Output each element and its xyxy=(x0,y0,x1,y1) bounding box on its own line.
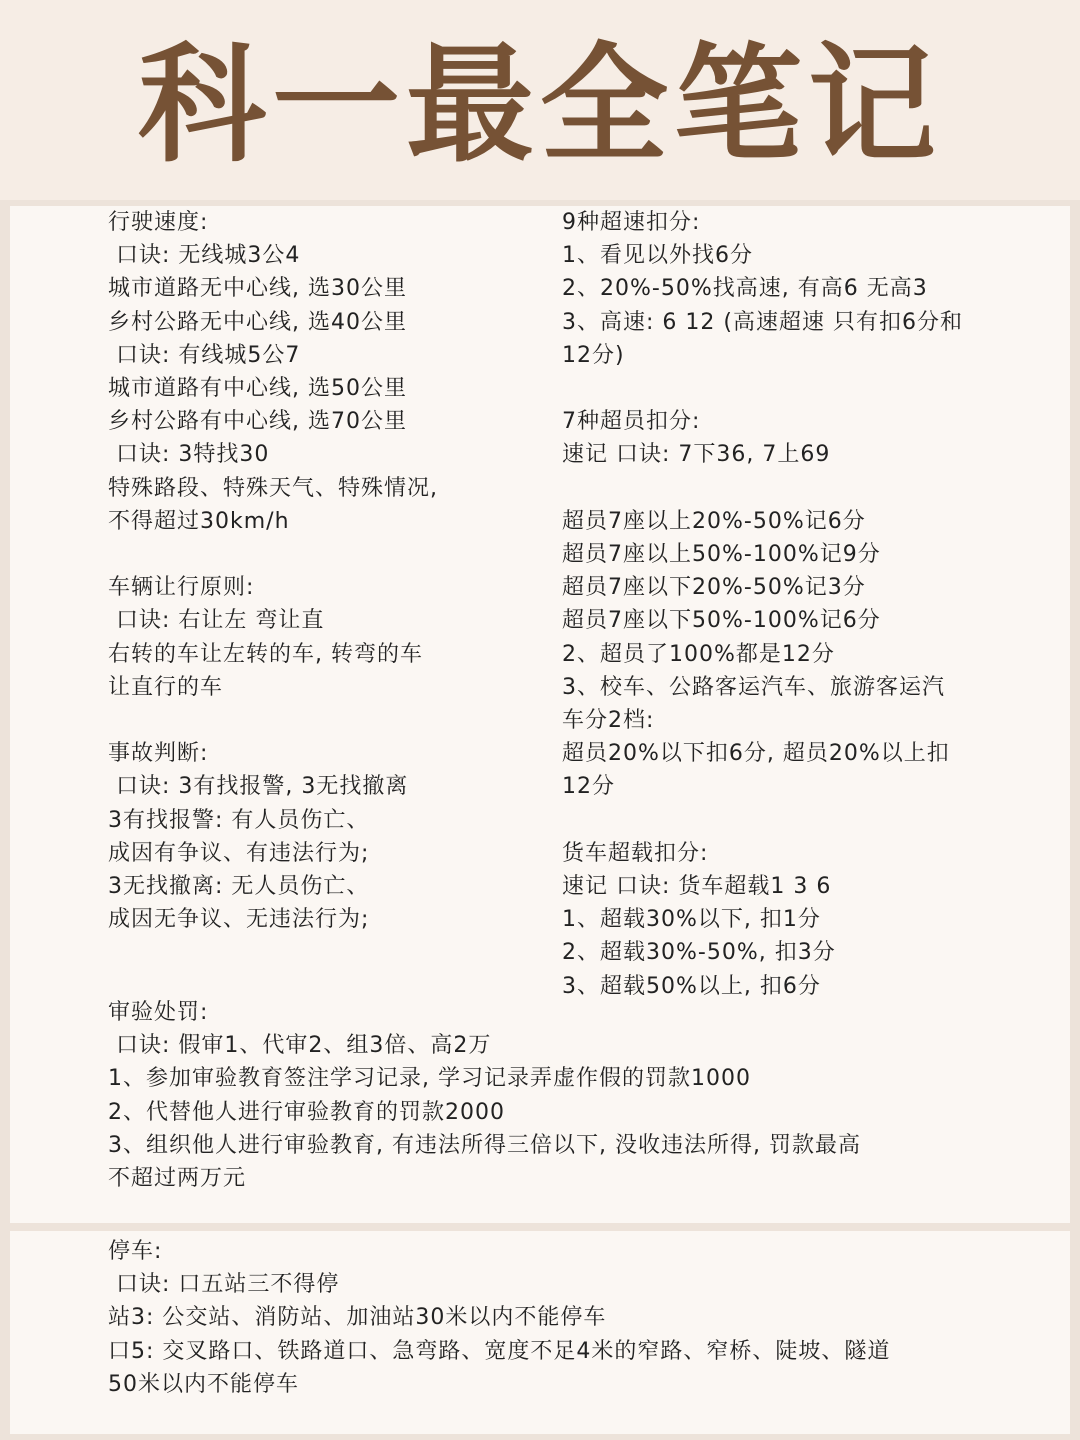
note-line: 乡村公路无中心线, 选40公里 xyxy=(108,309,407,335)
note-line: 车分2档: xyxy=(562,708,655,734)
note-line: 口诀: 有线城5公7 xyxy=(108,342,301,368)
parking-line: 口诀: 口五站三不得停 xyxy=(108,1272,340,1298)
note-line: 特殊路段、特殊天气、特殊情况, xyxy=(108,475,438,501)
review-line: 1、参加审验教育签注学习记录, 学习记录弄虚作假的罚款1000 xyxy=(108,1066,751,1092)
note-line xyxy=(108,704,518,737)
parking-line: 站3: 公交站、消防站、加油站30米以内不能停车 xyxy=(108,1305,607,1331)
title-band xyxy=(0,0,1080,200)
left-column xyxy=(108,206,518,936)
note-line xyxy=(562,804,1052,837)
note-line xyxy=(562,472,1052,505)
note-line: 乡村公路有中心线, 选70公里 xyxy=(108,409,407,435)
note-line: 9种超速扣分: xyxy=(562,210,701,235)
note-line: 行驶速度: xyxy=(108,210,209,235)
note-line: 3、校车、公路客运汽车、旅游客运汽 xyxy=(562,674,945,700)
parking-section xyxy=(108,1235,1028,1401)
note-line: 成因有争议、有违法行为; xyxy=(108,840,370,866)
note-line: 速记 口诀: 货车超载1 3 6 xyxy=(562,874,832,900)
note-line: 城市道路无中心线, 选30公里 xyxy=(108,276,407,302)
note-line: 超员20%以下扣6分, 超员20%以上扣 xyxy=(562,741,950,767)
review-line: 不超过两万元 xyxy=(108,1166,247,1192)
note-line: 口诀: 无线城3公4 xyxy=(108,243,301,269)
parking-line: 口5: 交叉路口、铁路道口、急弯路、宽度不足4米的窄路、窄桥、陡坡、隧道 xyxy=(108,1338,891,1364)
note-line: 事故判断: xyxy=(108,741,209,767)
note-line: 12分) xyxy=(562,342,625,368)
note-line: 让直行的车 xyxy=(108,674,224,700)
note-line: 2、超载30%-50%, 扣3分 xyxy=(562,940,836,966)
parking-line: 50米以内不能停车 xyxy=(108,1371,299,1397)
main-notes-card xyxy=(10,206,1070,1223)
note-line: 车辆让行原则: xyxy=(108,575,255,601)
parking-line: 停车: xyxy=(108,1239,163,1264)
note-line: 口诀: 右让左 弯让直 xyxy=(108,608,325,634)
note-line: 不得超过30km/h xyxy=(108,508,290,534)
note-line: 7种超员扣分: xyxy=(562,409,701,435)
note-line: 1、超载30%以下, 扣1分 xyxy=(562,907,821,933)
page-title: 科一最全笔记 xyxy=(137,31,942,180)
note-line: 3有找报警: 有人员伤亡、 xyxy=(108,807,370,833)
note-line: 3无找撤离: 无人员伤亡、 xyxy=(108,874,370,900)
note-line: 超员7座以下50%-100%记6分 xyxy=(562,608,881,634)
note-line: 12分 xyxy=(562,774,615,800)
review-line: 2、代替他人进行审验教育的罚款2000 xyxy=(108,1099,505,1125)
note-line: 速记 口诀: 7下36, 7上69 xyxy=(562,442,831,468)
note-line xyxy=(108,538,518,571)
note-line: 3、高速: 6 12 (高速超速 只有扣6分和 xyxy=(562,309,963,335)
note-line: 3、超载50%以上, 扣6分 xyxy=(562,973,821,999)
review-line: 审验处罚: xyxy=(108,1000,209,1025)
note-line: 口诀: 3特找30 xyxy=(108,442,270,468)
note-line xyxy=(562,372,1052,405)
right-column xyxy=(562,206,1052,1003)
review-line: 口诀: 假审1、代审2、组3倍、高2万 xyxy=(108,1033,492,1059)
note-line: 2、20%-50%找高速, 有高6 无高3 xyxy=(562,276,928,302)
note-line: 城市道路有中心线, 选50公里 xyxy=(108,376,407,402)
parking-card xyxy=(10,1231,1070,1434)
note-line: 超员7座以上20%-50%记6分 xyxy=(562,508,866,534)
note-line: 超员7座以上50%-100%记9分 xyxy=(562,542,881,567)
note-line: 1、看见以外找6分 xyxy=(562,243,753,269)
review-section xyxy=(108,996,1028,1195)
note-line: 2、超员了100%都是12分 xyxy=(562,641,835,667)
note-line: 货车超载扣分: xyxy=(562,840,709,866)
note-line: 成因无争议、无违法行为; xyxy=(108,907,370,933)
review-line: 3、组织他人进行审验教育, 有违法所得三倍以下, 没收违法所得, 罚款最高 xyxy=(108,1132,861,1158)
note-line: 口诀: 3有找报警, 3无找撤离 xyxy=(108,774,409,800)
note-line: 超员7座以下20%-50%记3分 xyxy=(562,575,866,601)
note-line: 右转的车让左转的车, 转弯的车 xyxy=(108,641,423,667)
